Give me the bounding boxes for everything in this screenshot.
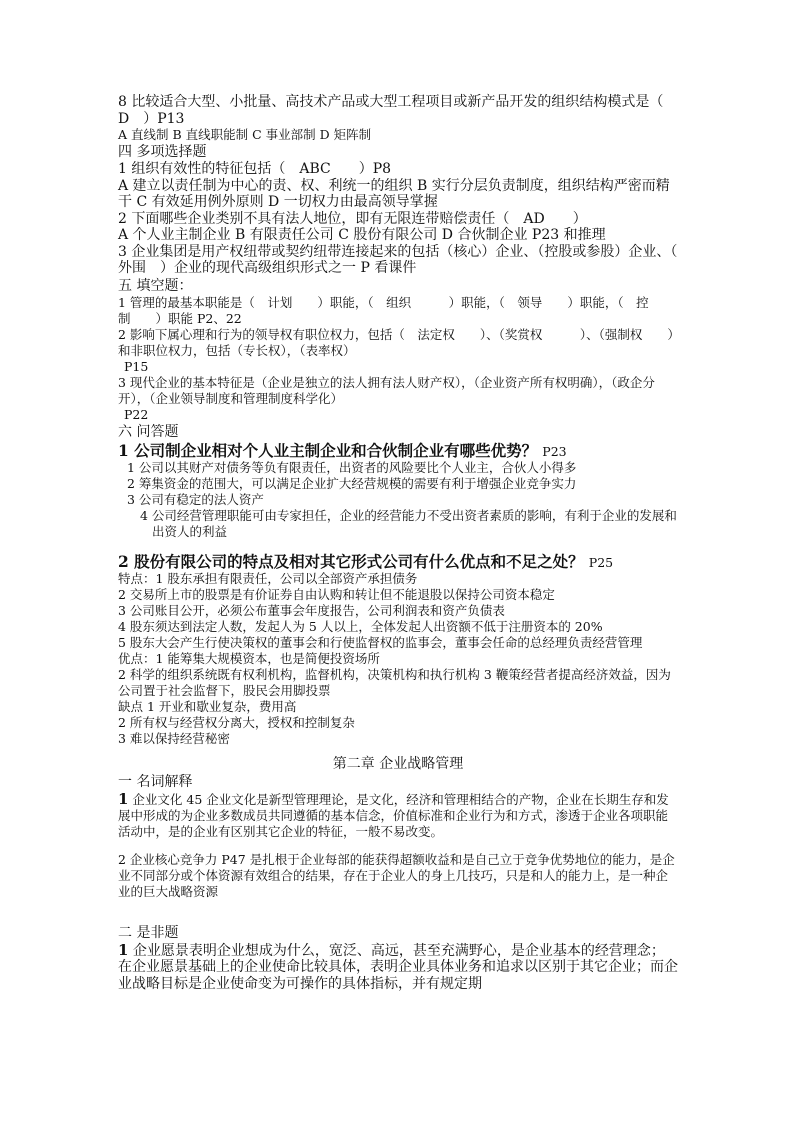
section-heading-qa: 六 问答题 xyxy=(118,423,179,440)
qa-question-2-page: P25 xyxy=(588,554,614,570)
list-item: 5 股东大会产生行使决策权的董事会和行使监督权的监事会，董事会任命的总经理负责经营管理 xyxy=(118,634,643,650)
fill-question-2-page: P15 xyxy=(124,358,149,374)
term-2: 2 企业核心竞争力 P47 是扎根于企业每部的能获得超额收益和是自己立于竞争优势地位的能力，是企业不同部分或个体资源有效组合的结果，存在于企业人的身上几技巧，只是和人的能力上，是一种企业的巨大战略资源 xyxy=(118,851,675,899)
term-1-text: 企业文化 45 企业文化是新型管理理论，是文化，经济和管理相结合的产物，企业在长期生存和发展中形成的为企业多数成员共同遵循的基本信念，价值标准和企业行为和方式，渗透于企业各项职能活动中，是的企业有区别其它企业的特征，一般不易改变。 xyxy=(118,791,669,839)
list-item: 2 筹集资金的范围大，可以满足企业扩大经营规模的需要有利于增强企业竞争实力 xyxy=(127,475,577,491)
list-item: 3 公司账目公开，必须公布董事会年度报告，公司利润表和资产负债表 xyxy=(118,602,505,618)
list-item: 优点：1 能筹集大规模资本，也是简便投资场所 xyxy=(118,650,380,666)
multi-question-3: 3 企业集团是用产权纽带或契约纽带连接起来的包括（核心）企业、（控股或参股）企业、（ 外围 ）企业的现代高级组织形式之一 P 看课件 xyxy=(118,243,692,276)
list-item: 2 科学的组织系统既有权利机构，监督机构，决策机构和执行机构 3 鞭策经营者提高经济效益，因为公司置于社会监督下，股民会用脚投票 xyxy=(118,666,671,698)
list-item: 缺点 1 开业和歇业复杂，费用高 xyxy=(118,698,297,714)
qa-question-1-title: 1 公司制企业相对个人业主制企业和合伙制企业有哪些优势？ xyxy=(118,440,538,460)
multi-question-1: 1 组织有效性的特征包括（ ABC ）P8 xyxy=(118,161,392,177)
true-false-1 xyxy=(118,942,678,993)
section-heading-terms: 一 名词解释 xyxy=(118,773,193,790)
multi-question-2: 2 下面哪些企业类别不具有法人地位，即有无限连带赔偿责任（ AD ） xyxy=(118,210,587,227)
qa-question-1 xyxy=(118,441,678,460)
qa-question-1-answers xyxy=(118,460,678,540)
section-heading-multi: 四 多项选择题 xyxy=(118,144,207,160)
fill-question-3-page: P22 xyxy=(124,406,149,422)
list-item: 2 交易所上市的股票是有价证券自由认购和转让但不能退股以保持公司资本稳定 xyxy=(118,586,555,602)
qa-question-2-title: 2 股份有限公司的特点及相对其它形式公司有什么优点和不足之处？ xyxy=(118,551,584,571)
section-heading-fill: 五 填空题： xyxy=(118,277,193,294)
multi-question-2-options: A 个人业主制企业 B 有限责任公司 C 股份有限公司 D 合伙制企业 P23 和推理 xyxy=(118,227,606,243)
term-1-number: 1 xyxy=(118,789,129,808)
fill-question-3: 3 现代企业的基本特征是（企业是独立的法人拥有法人财产权），（企业资产所有权明确），（政企分开），（企业领导制度和管理制度科学化） xyxy=(118,374,655,406)
list-item: 1 公司以其财产对债务等负有限责任，出资者的风险要比个人业主，合伙人小得多 xyxy=(127,459,577,475)
true-false-1-text: 企业愿景表明企业想成为什么，宽泛、高远，甚至充满野心，是企业基本的经营理念；在企业愿景基础上的企业使命比较具体，表明企业具体业务和追求以区别于其它企业；而企业战略目标是企业使命变为可操作的具体指标，并有规定期 xyxy=(118,942,678,992)
question-8-options: A 直线制 B 直线职能制 C 事业部制 D 矩阵制 xyxy=(118,127,372,142)
question-8: 8 比较适合大型、小批量、高技术产品或大型工程项目或新产品开发的组织结构模式是（ D ）P13 xyxy=(118,94,678,127)
list-item: 2 所有权与经营权分离大，授权和控制复杂 xyxy=(118,714,355,730)
chapter-title: 第二章 企业战略管理 xyxy=(332,755,464,772)
term-1 xyxy=(118,791,678,840)
list-item: 3 公司有稳定的法人资产 xyxy=(127,491,264,507)
list-item: 3 难以保持经营秘密 xyxy=(118,730,230,746)
list-item: 4 股东须达到法定人数，发起人为 5 人以上，全体发起人出资额不低于注册资本的 20% xyxy=(118,618,603,634)
section-heading-true-false: 二 是非题 xyxy=(118,924,179,941)
document-page xyxy=(118,94,692,992)
true-false-1-number: 1 xyxy=(118,940,129,959)
fill-question-2: 2 影响下属心理和行为的领导权有职位权力，包括（ 法定权 ）、（奖赏权 ）、（强制权 ）和非职位权力，包括（专长权），（表率权） xyxy=(118,326,674,358)
qa-question-2 xyxy=(118,552,678,571)
multi-question-1-options: A 建立以责任制为中心的责、权、利统一的组织 B 实行分层负责制度，组织结构严密而精干 C 有效延用例外原则 D 一切权力由最高领导掌握 xyxy=(118,177,670,210)
list-item: 特点：1 股东承担有限责任，公司以全部资产承担债务 xyxy=(118,570,418,586)
qa-question-1-page: P23 xyxy=(542,443,567,459)
fill-question-1: 1 管理的最基本职能是（ 计划 ）职能，（ 组织 ）职能，（ 领导 ）职能，（ 控制 ）职能 P2、22 xyxy=(118,294,649,326)
list-item: 4 公司经营管理职能可由专家担任，企业的经营能力不受出资者素质的影响，有利于企业的发展和出资人的利益 xyxy=(140,507,677,539)
